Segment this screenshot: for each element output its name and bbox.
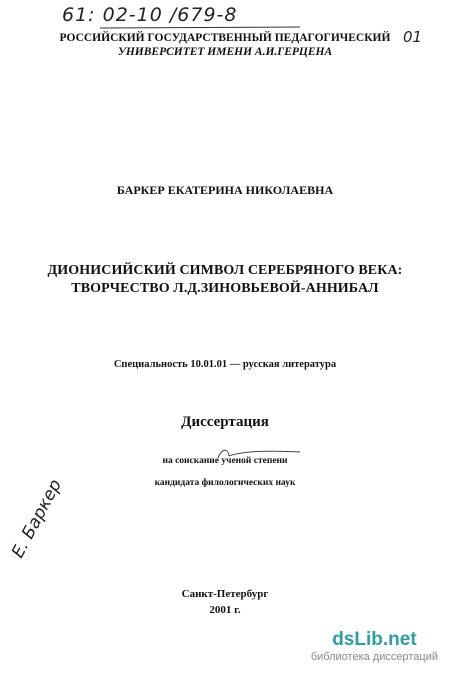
degree-line2: кандидата филологических наук	[154, 478, 296, 488]
handwritten-catalog-number-text: 61: 02-10 /679-8	[62, 4, 238, 26]
degree-line1: на соискание ученой степени	[162, 456, 288, 466]
dissertation-title-line2: ТВОРЧЕСТВО Л.Д.ЗИНОВЬЕВОЙ-АННИБАЛ	[71, 281, 379, 296]
dissertation-title-line1: ДИОНИСИЙСКИЙ СИМВОЛ СЕРЕБРЯНОГО ВЕКА:	[47, 263, 403, 278]
site-watermark	[311, 630, 438, 664]
year: 2001 г.	[209, 604, 241, 616]
handwritten-corner-mark-text: 01	[403, 28, 423, 46]
watermark-logo-text: dsLib.net	[332, 629, 417, 650]
watermark-subtitle: библиотека диссертаций	[310, 651, 438, 663]
degree-statement	[0, 450, 450, 494]
place-and-year	[0, 586, 450, 618]
handwritten-signature-text: Е. Баркер	[8, 476, 67, 562]
university-header	[0, 31, 450, 59]
university-header-line2: УНИВЕРСИТЕТ ИМЕНИ А.И.ГЕРЦЕНА	[117, 46, 333, 58]
specialty-line: Специальность 10.01.01 — русская литература	[113, 359, 337, 370]
dissertation-title	[0, 262, 450, 298]
university-header-line1: РОССИЙСКИЙ ГОСУДАРСТВЕННЫЙ ПЕДАГОГИЧЕСКИЙ	[59, 32, 391, 44]
city: Санкт-Петербург	[181, 588, 269, 600]
document-type: Диссертация	[181, 414, 269, 430]
author-name: БАРКЕР ЕКАТЕРИНА НИКОЛАЕВНА	[116, 183, 334, 197]
handwritten-catalog-number	[62, 4, 237, 26]
